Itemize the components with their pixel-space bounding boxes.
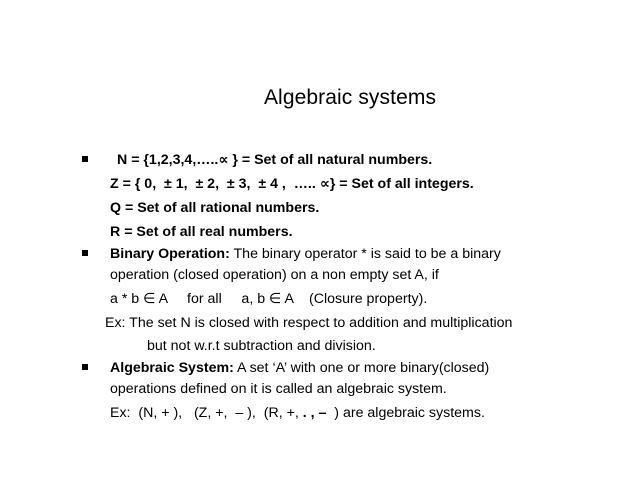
bullet-2 [82, 250, 88, 256]
bullet-3 [82, 364, 88, 370]
binary-operation-line [110, 245, 501, 263]
slide-title: Algebraic systems [263, 86, 437, 109]
algebraic-system-examples [110, 404, 485, 422]
examples-operators: . , – [302, 405, 327, 421]
algebraic-system-term: Algebraic System: [110, 360, 234, 376]
integers-line: Z = { 0, ± 1, ± 2, ± 3, ± 4 , ….. ∝} = Set of all integers. [110, 176, 474, 192]
binary-operation-line-2: operation (closed operation) on a non empty set A, if [110, 267, 439, 283]
closure-property-line: a * b ∈ A for all a, b ∈ A (Closure property). [110, 291, 428, 307]
examples-part-2: ) are algebraic systems. [326, 405, 485, 421]
algebraic-system-line-2: operations defined on it is called an algebraic system. [110, 381, 447, 397]
natural-numbers-line: N = {1,2,3,4,…..∝ } = Set of all natural numbers. [117, 152, 433, 168]
binary-operation-term: Binary Operation: [110, 246, 230, 262]
example-closed-line-2: but not w.r.t subtraction and division. [147, 338, 376, 354]
reals-line: R = Set of all real numbers. [110, 224, 293, 240]
example-closed-line: Ex: The set N is closed with respect to addition and multiplication [105, 315, 513, 331]
rationals-line: Q = Set of all rational numbers. [110, 200, 320, 216]
bullet-1 [82, 156, 88, 162]
examples-part-1: Ex: (N, + ), (Z, +, – ), (R, +, [110, 405, 303, 421]
algebraic-system-definition: A set ‘A’ with one or more binary(closed) [233, 360, 490, 376]
algebraic-system-line [110, 359, 489, 377]
binary-operation-definition: The binary operator * is said to be a binary [229, 246, 501, 262]
